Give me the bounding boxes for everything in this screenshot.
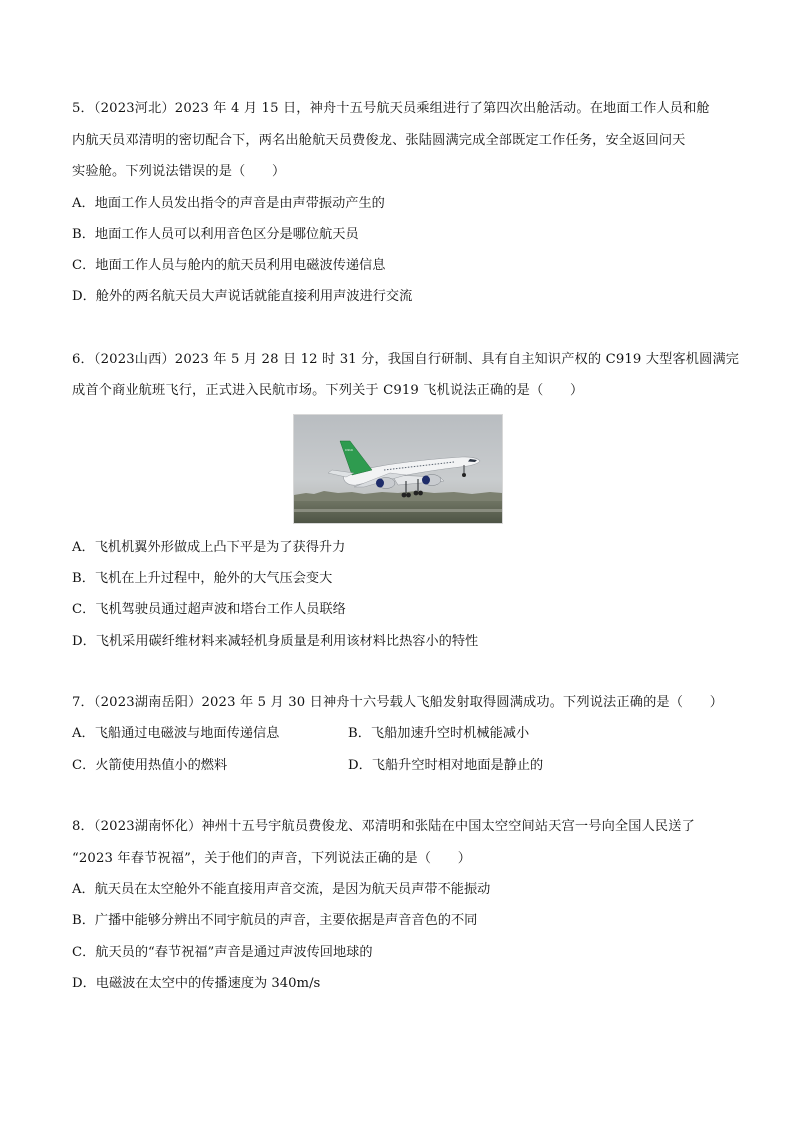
option-a: A．地面工作人员发出指令的声音是由声带振动产生的 (72, 196, 385, 211)
tail-logo-text: C919 (345, 448, 353, 452)
c919-airplane-photo (293, 414, 503, 524)
option-a: A．飞机机翼外形做成上凸下平是为了获得升力 (72, 540, 346, 555)
option-d: D．电磁波在太空中的传播速度为 340m/s (72, 976, 321, 991)
question-stem-line: 实验舱。下列说法错误的是（ ） (72, 164, 286, 179)
question-stem-line: 7．（2023湖南岳阳）2023 年 5 月 30 日神舟十六号载人飞船发射取得圆满成功。下列说法正确的是（ ） (72, 695, 724, 710)
question-stem-line: “2023 年春节祝福”，关于他们的声音，下列说法正确的是（ ） (72, 851, 472, 866)
option-a: A．飞船通过电磁波与地面传递信息 (72, 726, 280, 741)
question-stem-line: 成首个商业航班飞行，正式进入民航市场。下列关于 C919 飞机说法正确的是（ ） (72, 383, 584, 398)
option-c: C．飞机驾驶员通过超声波和塔台工作人员联络 (72, 602, 346, 617)
airplane-image (294, 415, 502, 523)
option-c: C．火箭使用热值小的燃料 (72, 758, 228, 773)
option-b: B．广播中能够分辨出不同宇航员的声音，主要依据是声音音色的不同 (72, 913, 478, 928)
option-b: B．飞机在上升过程中，舱外的大气压会变大 (72, 571, 333, 586)
question-stem-line: 8．（2023湖南怀化）神州十五号宇航员费俊龙、邓清明和张陆在中国太空空间站天宫一号向全国人民送了 (72, 819, 695, 834)
option-a: A．航天员在太空舱外不能直接用声音交流，是因为航天员声带不能振动 (72, 882, 491, 897)
question-stem-line: 5．（2023河北）2023 年 4 月 15 日，神舟十五号航天员乘组进行了第四次出舱活动。在地面工作人员和舱 (72, 101, 710, 116)
question-stem-line: 内航天员邓清明的密切配合下，两名出舱航天员费俊龙、张陆圆满完成全部既定工作任务，安全返回问天 (72, 133, 686, 148)
question-stem-line: 6．（2023山西）2023 年 5 月 28 日 12 时 31 分，我国自行研制、具有自主知识产权的 C919 大型客机圆满完 (72, 352, 740, 367)
option-c: C．航天员的“春节祝福”声音是通过声波传回地球的 (72, 945, 373, 960)
option-b: B．地面工作人员可以利用音色区分是哪位航天员 (72, 227, 359, 242)
option-b: B．飞船加速升空时机械能减小 (348, 726, 530, 741)
option-d: D．飞船升空时相对地面是静止的 (348, 758, 544, 773)
option-c: C．地面工作人员与舱内的航天员利用电磁波传递信息 (72, 258, 386, 273)
option-d: D．舱外的两名航天员大声说话就能直接利用声波进行交流 (72, 289, 413, 304)
option-d: D．飞机采用碳纤维材料来减轻机身质量是利用该材料比热容小的特性 (72, 634, 479, 649)
